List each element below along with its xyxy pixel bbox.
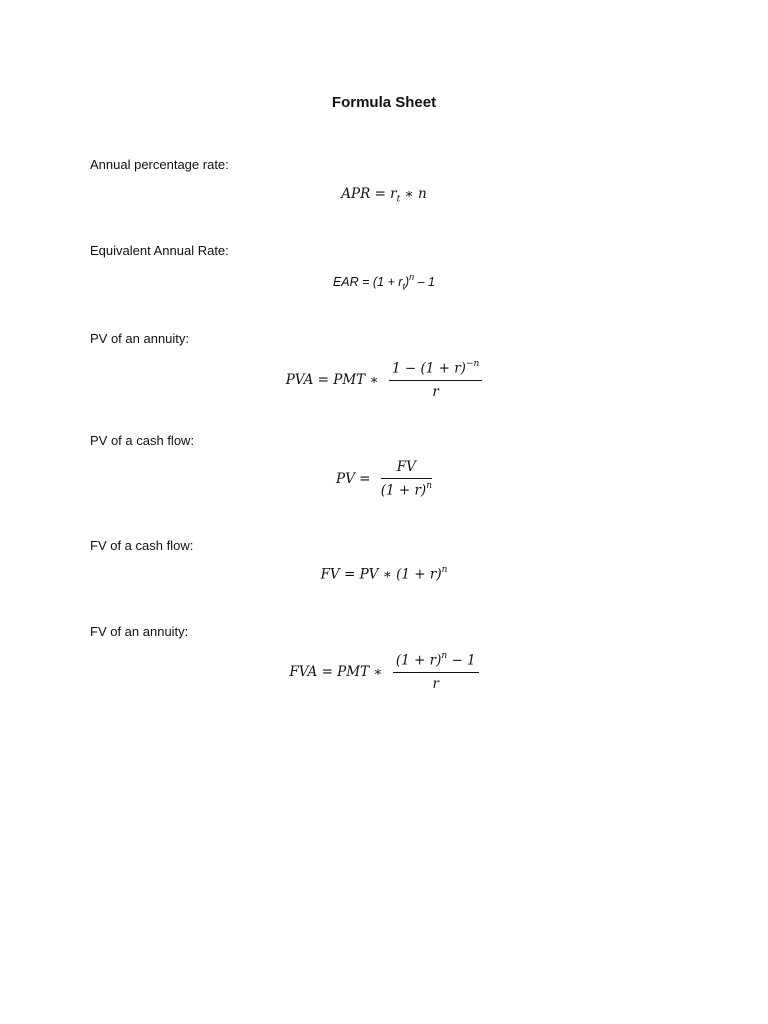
fv-formula-lhs: FV = PV ∗ (1 + r) bbox=[320, 566, 442, 583]
pv-denominator-base: (1 + r) bbox=[380, 482, 427, 499]
fva-denominator: r bbox=[432, 675, 439, 692]
ear-label: Equivalent Annual Rate: bbox=[90, 243, 229, 258]
page-title: Formula Sheet bbox=[331, 94, 437, 111]
apr-formula-rhs: ∗ n bbox=[400, 186, 427, 202]
pv-numerator: FV bbox=[381, 459, 432, 479]
fva-formula-lhs: FVA = PMT ∗ bbox=[289, 663, 383, 680]
pv-label: PV of a cash flow: bbox=[90, 433, 195, 448]
apr-label: Annual percentage rate: bbox=[90, 157, 229, 172]
apr-formula-sub: t bbox=[396, 194, 401, 205]
fv-formula bbox=[0, 566, 768, 583]
fva-numerator-sup: n bbox=[441, 651, 448, 661]
fv-formula-sup: n bbox=[441, 565, 448, 575]
fva-numerator bbox=[393, 652, 479, 673]
fva-formula bbox=[0, 652, 768, 692]
pva-label: PV of an annuity: bbox=[90, 331, 190, 346]
pva-numerator-base: 1 − (1 + r) bbox=[391, 360, 466, 377]
pv-denominator-sup: n bbox=[426, 481, 432, 491]
ear-formula-sup: n bbox=[409, 272, 415, 282]
ear-formula bbox=[0, 273, 768, 292]
apr-formula bbox=[0, 186, 768, 205]
pva-denominator: r bbox=[432, 383, 439, 400]
pv-formula bbox=[0, 459, 768, 499]
pva-formula-lhs: PVA = PMT ∗ bbox=[285, 371, 379, 388]
pv-formula-lhs: PV = bbox=[335, 470, 371, 487]
ear-formula-rhs: – 1 bbox=[414, 275, 436, 290]
fva-numerator-tail: − 1 bbox=[447, 652, 476, 669]
pva-numerator-sup: −n bbox=[465, 359, 480, 369]
pva-fraction bbox=[389, 360, 482, 400]
pva-formula bbox=[0, 360, 768, 400]
fva-numerator-base: (1 + r) bbox=[395, 652, 442, 669]
fva-fraction bbox=[393, 652, 479, 692]
fv-label: FV of a cash flow: bbox=[90, 538, 194, 553]
ear-formula-lhs: EAR = (1 + r bbox=[332, 275, 403, 290]
fva-label: FV of an annuity: bbox=[90, 624, 189, 639]
apr-formula-lhs: APR = r bbox=[341, 186, 397, 202]
pv-fraction bbox=[381, 459, 432, 499]
pv-denominator bbox=[381, 479, 432, 499]
ear-formula-mid: ) bbox=[404, 275, 410, 290]
ear-formula-sub: t bbox=[402, 281, 405, 292]
pva-numerator bbox=[389, 360, 482, 381]
